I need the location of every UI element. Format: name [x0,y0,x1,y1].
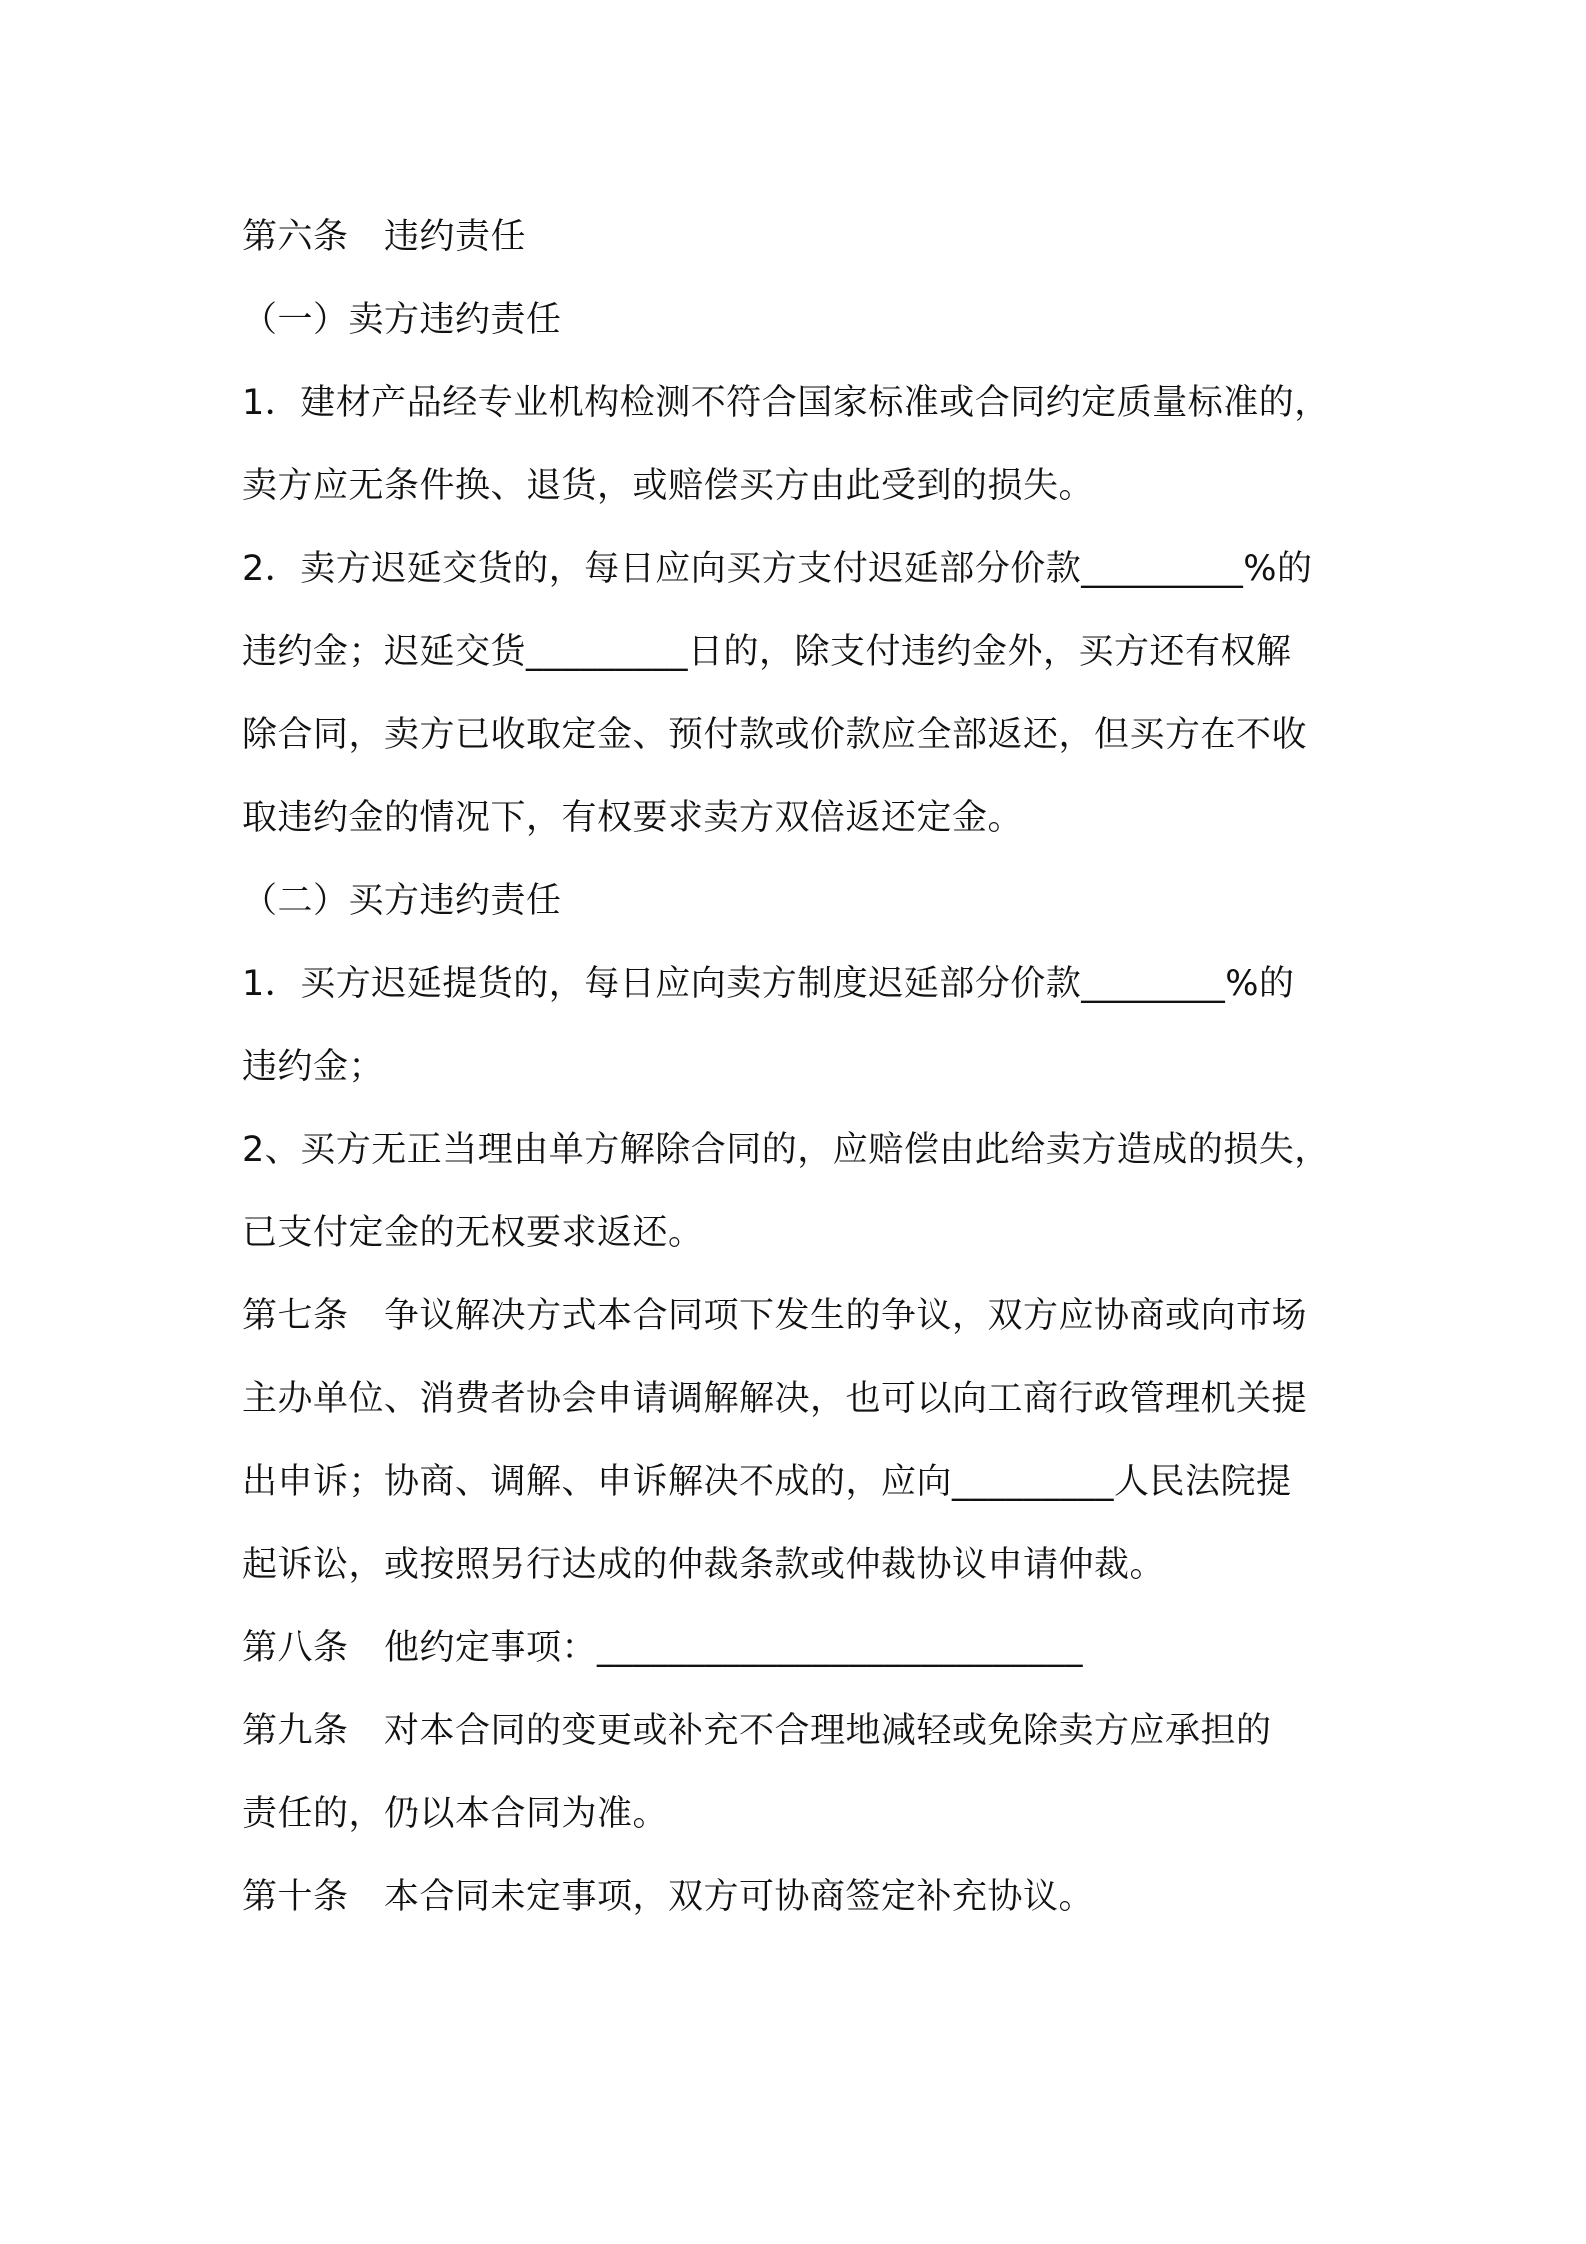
seller-clause-2-line-4: 取违约金的情况下，有权要求卖方双倍返还定金。 [242,798,1024,838]
article-7-line-3: 出申诉；协商、调解、申诉解决不成的，应向_________人民法院提 [242,1462,1292,1502]
article-7-line-1: 第七条 争议解决方式本合同项下发生的争议，双方应协商或向市场 [242,1296,1308,1336]
article-9-line-2: 责任的，仍以本合同为准。 [242,1794,669,1834]
article-6-heading: 第六条 违约责任 [242,217,527,257]
article-8: 第八条 他约定事项：___________________________ [242,1628,1084,1668]
seller-clause-2-line-1: 2．卖方迟延交货的，每日应向买方支付迟延部分价款_________%的 [242,549,1313,589]
seller-clause-2-line-3: 除合同，卖方已收取定金、预付款或价款应全部返还，但买方在不收 [242,715,1308,755]
buyer-clause-1-line-1: 1．买方迟延提货的，每日应向卖方制度迟延部分价款________%的 [242,964,1295,1004]
buyer-liability-heading: （二）买方违约责任 [242,881,562,921]
seller-clause-1-line-2: 卖方应无条件换、退货，或赔偿买方由此受到的损失。 [242,466,1095,506]
article-7-line-4: 起诉讼，或按照另行达成的仲裁条款或仲裁协议申请仲裁。 [242,1545,1166,1585]
buyer-clause-2-line-1: 2、买方无正当理由单方解除合同的，应赔偿由此给卖方造成的损失， [242,1130,1330,1170]
buyer-clause-1-line-2: 违约金； [242,1047,385,1087]
buyer-clause-2-line-2: 已支付定金的无权要求返还。 [242,1213,704,1253]
document-body [242,196,1382,1939]
seller-clause-1-line-1: 1．建材产品经专业机构检测不符合国家标准或合同约定质量标准的， [242,383,1330,423]
article-9-line-1: 第九条 对本合同的变更或补充不合理地减轻或免除卖方应承担的 [242,1711,1272,1751]
article-10: 第十条 本合同未定事项，双方可协商签定补充协议。 [242,1877,1095,1917]
seller-clause-2-line-2: 违约金；迟延交货_________日的，除支付违约金外，买方还有权解 [242,632,1292,672]
article-7-line-2: 主办单位、消费者协会申请调解解决，也可以向工商行政管理机关提 [242,1379,1308,1419]
seller-liability-heading: （一）卖方违约责任 [242,300,562,340]
